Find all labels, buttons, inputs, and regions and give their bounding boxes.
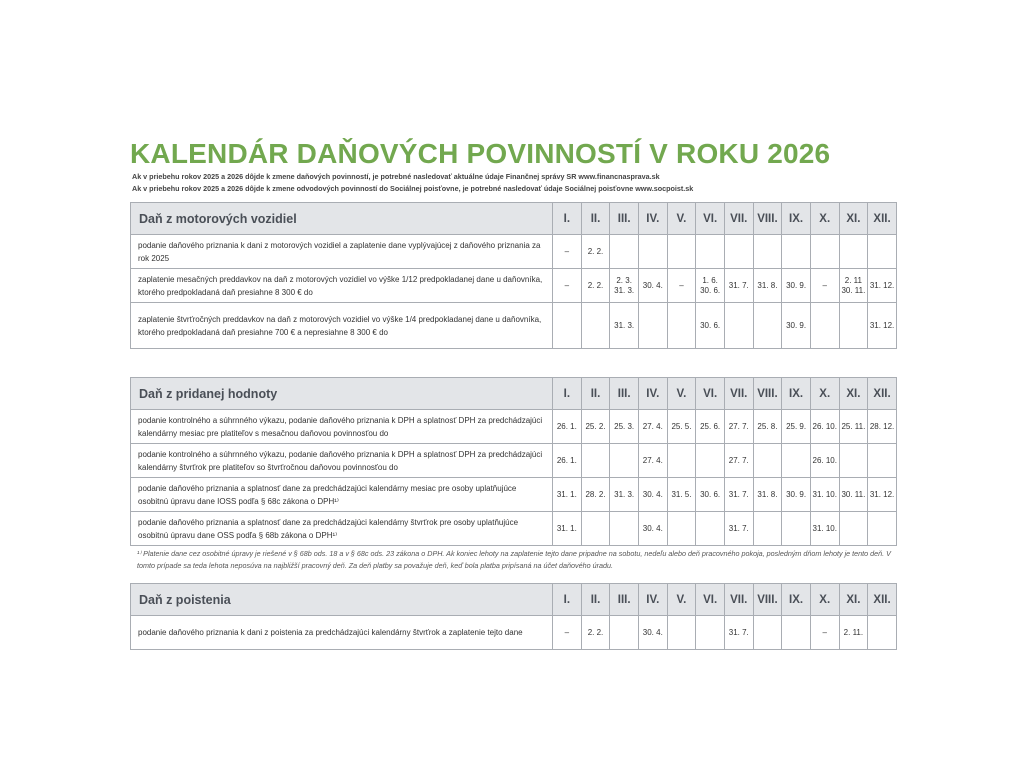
month-header: VI. xyxy=(696,378,725,410)
deadline-cell: 26. 10. xyxy=(810,444,839,478)
section-title: Daň z poistenia xyxy=(131,584,553,616)
deadline-cell: 31. 10. xyxy=(810,512,839,546)
month-header: III. xyxy=(610,584,639,616)
table-row xyxy=(131,616,897,650)
table-dan-z-poistenia xyxy=(130,583,897,650)
deadline-cell xyxy=(839,303,868,349)
deadline-cell: 27. 4. xyxy=(638,444,667,478)
deadline-cell xyxy=(667,303,696,349)
deadline-cell xyxy=(753,303,782,349)
deadline-cell: 31. 12. xyxy=(868,303,897,349)
table-row xyxy=(131,444,897,478)
deadline-cell: 1. 6. 30. 6. xyxy=(696,269,725,303)
deadline-cell: 28. 12. xyxy=(868,410,897,444)
deadline-cell xyxy=(610,512,639,546)
note-socialna-poistovna: Ak v priebehu rokov 2025 a 2026 dôjde k zmene odvodových povinností do Sociálnej poisťovne, je potrebné nasledovať údaje Sociálnej poisťovne www.socpoist.sk xyxy=(132,184,694,193)
deadline-cell: 31. 7. xyxy=(724,478,753,512)
month-header: VII. xyxy=(724,378,753,410)
month-header: XII. xyxy=(868,584,897,616)
table-row xyxy=(131,410,897,444)
deadline-cell: 30. 4. xyxy=(638,616,667,650)
deadline-cell: 30. 4. xyxy=(638,512,667,546)
month-header: VIII. xyxy=(753,203,782,235)
month-header: XI. xyxy=(839,203,868,235)
note-financna-sprava: Ak v priebehu rokov 2025 a 2026 dôjde k zmene daňových povinností, je potrebné nasledovať aktuálne údaje Finančnej správy SR www.financnasprava.sk xyxy=(132,172,660,181)
deadline-cell: 30. 6. xyxy=(696,478,725,512)
deadline-cell xyxy=(610,444,639,478)
deadline-cell: 31. 7. xyxy=(724,616,753,650)
section-title: Daň z motorových vozidiel xyxy=(131,203,553,235)
deadline-cell xyxy=(610,616,639,650)
row-description: podanie daňového priznania k dani z poistenia za predchádzajúci kalendárny štvrťrok a zaplatenie tejto dane xyxy=(131,616,553,650)
deadline-cell xyxy=(782,444,811,478)
month-header: I. xyxy=(553,203,582,235)
deadline-cell: 25. 9. xyxy=(782,410,811,444)
deadline-cell: – xyxy=(553,235,582,269)
deadline-cell xyxy=(638,235,667,269)
month-header: XII. xyxy=(868,378,897,410)
deadline-cell: 31. 3. xyxy=(610,478,639,512)
deadline-cell xyxy=(696,616,725,650)
row-description: podanie kontrolného a súhrnného výkazu, podanie daňového priznania k DPH a splatnosť DPH za predchádzajúci kalendárny mesiac pre platiteľov s mesačnou daňovou povinnosťou do xyxy=(131,410,553,444)
deadline-cell: 25. 3. xyxy=(610,410,639,444)
month-header: X. xyxy=(810,203,839,235)
deadline-cell xyxy=(839,235,868,269)
deadline-cell: 30. 9. xyxy=(782,478,811,512)
month-header: XI. xyxy=(839,584,868,616)
deadline-cell xyxy=(667,235,696,269)
month-header: VII. xyxy=(724,203,753,235)
deadline-cell: 27. 7. xyxy=(724,410,753,444)
deadline-cell: 25. 2. xyxy=(581,410,610,444)
month-header: VIII. xyxy=(753,378,782,410)
deadline-cell: 2. 3. 31. 3. xyxy=(610,269,639,303)
deadline-cell: 2. 2. xyxy=(581,235,610,269)
deadline-cell: – xyxy=(553,616,582,650)
deadline-cell: 31. 7. xyxy=(724,512,753,546)
deadline-cell xyxy=(581,512,610,546)
month-header: X. xyxy=(810,584,839,616)
deadline-cell: – xyxy=(553,269,582,303)
deadline-cell xyxy=(868,616,897,650)
deadline-cell xyxy=(667,512,696,546)
page-title: KALENDÁR DAŇOVÝCH POVINNOSTÍ V ROKU 2026 xyxy=(130,138,831,169)
deadline-cell xyxy=(638,303,667,349)
deadline-cell: 25. 11. xyxy=(839,410,868,444)
deadline-cell: 27. 4. xyxy=(638,410,667,444)
deadline-cell: 25. 6. xyxy=(696,410,725,444)
row-description: zaplatenie mesačných preddavkov na daň z motorových vozidiel vo výške 1/12 predpokladanej dane u daňovníka, ktorého predpokladaná daň presiahne 8 300 € do xyxy=(131,269,553,303)
deadline-cell: 30. 4. xyxy=(638,478,667,512)
deadline-cell: 31. 1. xyxy=(553,478,582,512)
deadline-cell xyxy=(868,235,897,269)
deadline-cell xyxy=(753,616,782,650)
row-description: podanie kontrolného a súhrnného výkazu, podanie daňového priznania k DPH a splatnosť DPH za predchádzajúci kalendárny štvrťrok pre platiteľov so štvrťročnou daňovou povinnosťou do xyxy=(131,444,553,478)
deadline-cell: 30. 9. xyxy=(782,269,811,303)
table-header-row xyxy=(131,203,897,235)
deadline-cell: 2. 2. xyxy=(581,616,610,650)
table-row xyxy=(131,303,897,349)
month-header: V. xyxy=(667,378,696,410)
deadline-cell xyxy=(868,444,897,478)
deadline-cell: 2. 2. xyxy=(581,269,610,303)
deadline-cell: 26. 1. xyxy=(553,444,582,478)
deadline-cell xyxy=(868,512,897,546)
table-dan-z-motorovych-vozidiel xyxy=(130,202,897,349)
deadline-cell xyxy=(553,303,582,349)
deadline-cell xyxy=(782,512,811,546)
deadline-cell xyxy=(753,512,782,546)
month-header: VII. xyxy=(724,584,753,616)
deadline-cell: 31. 5. xyxy=(667,478,696,512)
table-dan-z-pridanej-hodnoty xyxy=(130,377,897,546)
deadline-cell xyxy=(667,444,696,478)
deadline-cell xyxy=(581,444,610,478)
month-header: II. xyxy=(581,378,610,410)
deadline-cell: 26. 1. xyxy=(553,410,582,444)
deadline-cell: 31. 3. xyxy=(610,303,639,349)
deadline-cell xyxy=(724,303,753,349)
deadline-cell xyxy=(839,512,868,546)
month-header: II. xyxy=(581,584,610,616)
month-header: III. xyxy=(610,378,639,410)
deadline-cell: 27. 7. xyxy=(724,444,753,478)
month-header: VIII. xyxy=(753,584,782,616)
deadline-cell: 31. 7. xyxy=(724,269,753,303)
table-row xyxy=(131,478,897,512)
deadline-cell: 28. 2. xyxy=(581,478,610,512)
month-header: XI. xyxy=(839,378,868,410)
deadline-cell: 31. 8. xyxy=(753,478,782,512)
footnote: ¹⁾ Platenie dane cez osobitné úpravy je riešené v § 68b ods. 18 a v § 68c ods. 23 zákona o DPH. Ak koniec lehoty na zaplatenie tejto dane pripadne na sobotu, nedeľu alebo deň pracovného pokoja, posledným dňom lehoty je tento deň. V tomto prípade sa teda lehota neposúva na najbližší pracovný deň. Za deň platby sa považuje deň, keď bola platba pripísaná na účet daňového úradu. xyxy=(137,549,891,570)
month-header: VI. xyxy=(696,203,725,235)
deadline-cell: 30. 11. xyxy=(839,478,868,512)
deadline-cell xyxy=(810,235,839,269)
deadline-cell xyxy=(610,235,639,269)
deadline-cell: 2. 11 30. 11. xyxy=(839,269,868,303)
month-header: IX. xyxy=(782,203,811,235)
deadline-cell: – xyxy=(667,269,696,303)
deadline-cell: 25. 8. xyxy=(753,410,782,444)
month-header: V. xyxy=(667,203,696,235)
table-row xyxy=(131,235,897,269)
deadline-cell: 31. 1. xyxy=(553,512,582,546)
month-header: I. xyxy=(553,378,582,410)
deadline-cell: – xyxy=(810,616,839,650)
deadline-cell xyxy=(667,616,696,650)
deadline-cell xyxy=(839,444,868,478)
deadline-cell xyxy=(782,235,811,269)
deadline-cell xyxy=(753,235,782,269)
month-header: VI. xyxy=(696,584,725,616)
deadline-cell xyxy=(782,616,811,650)
deadline-cell: 31. 12. xyxy=(868,269,897,303)
deadline-cell: 25. 5. xyxy=(667,410,696,444)
deadline-cell xyxy=(696,512,725,546)
month-header: X. xyxy=(810,378,839,410)
deadline-cell: 30. 9. xyxy=(782,303,811,349)
deadline-cell xyxy=(753,444,782,478)
month-header: IV. xyxy=(638,378,667,410)
deadline-cell: 30. 4. xyxy=(638,269,667,303)
month-header: I. xyxy=(553,584,582,616)
deadline-cell xyxy=(581,303,610,349)
row-description: zaplatenie štvrťročných preddavkov na daň z motorových vozidiel vo výške 1/4 predpokladanej dane u daňovníka, ktorého predpokladaná daň presiahne 700 € a nepresiahne 8 300 € do xyxy=(131,303,553,349)
month-header: V. xyxy=(667,584,696,616)
month-header: III. xyxy=(610,203,639,235)
month-header: IV. xyxy=(638,203,667,235)
table-header-row xyxy=(131,378,897,410)
row-description: podanie daňového priznania a splatnosť dane za predchádzajúci kalendárny štvrťrok pre osoby uplatňujúce osobitnú úpravu dane OSS podľa § 68b zákona o DPH¹⁾ xyxy=(131,512,553,546)
section-title: Daň z pridanej hodnoty xyxy=(131,378,553,410)
deadline-cell: 31. 8. xyxy=(753,269,782,303)
table-row xyxy=(131,512,897,546)
deadline-cell xyxy=(810,303,839,349)
month-header: IX. xyxy=(782,584,811,616)
deadline-cell xyxy=(724,235,753,269)
month-header: XII. xyxy=(868,203,897,235)
deadline-cell: – xyxy=(810,269,839,303)
month-header: II. xyxy=(581,203,610,235)
deadline-cell: 2. 11. xyxy=(839,616,868,650)
table-header-row xyxy=(131,584,897,616)
deadline-cell: 26. 10. xyxy=(810,410,839,444)
row-description: podanie daňového priznania a splatnosť dane za predchádzajúci kalendárny mesiac pre osoby uplatňujúce osobitnú úpravu dane IOSS podľa § 68c zákona o DPH¹⁾ xyxy=(131,478,553,512)
table-row xyxy=(131,269,897,303)
deadline-cell xyxy=(696,235,725,269)
deadline-cell: 31. 10. xyxy=(810,478,839,512)
deadline-cell xyxy=(696,444,725,478)
deadline-cell: 31. 12. xyxy=(868,478,897,512)
month-header: IV. xyxy=(638,584,667,616)
month-header: IX. xyxy=(782,378,811,410)
row-description: podanie daňového priznania k dani z motorových vozidiel a zaplatenie dane vyplývajúcej z daňového priznania za rok 2025 xyxy=(131,235,553,269)
deadline-cell: 30. 6. xyxy=(696,303,725,349)
